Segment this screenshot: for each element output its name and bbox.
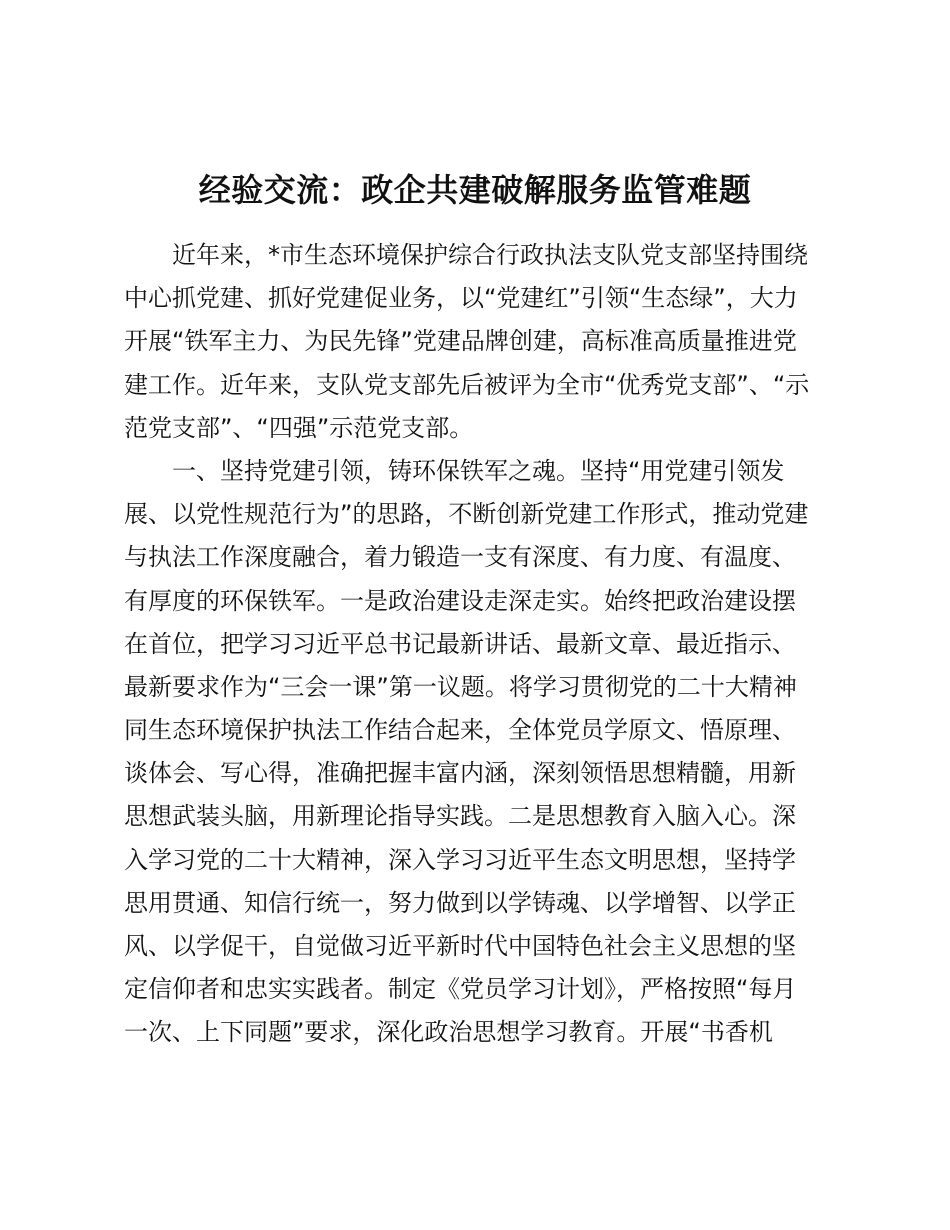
paragraph-2-line-8: 谈体会、写心得，准确把握丰富内涵，深刻领悟思想精髓，用新	[124, 759, 796, 788]
paragraph-2-line-10: 入学习党的二十大精神，深入学习习近平生态文明思想，坚持学	[124, 845, 796, 874]
paragraph-2-line-1: 一、坚持党建引领，铸环保铁军之魂。坚持“用党建引领发	[172, 456, 785, 485]
paragraph-2-line-11: 思用贯通、知信行统一，努力做到以学铸魂、以学增智、以学正	[124, 888, 796, 917]
paragraph-2-line-4: 有厚度的环保铁军。一是政治建设走深走实。始终把政治建设摆	[124, 586, 796, 615]
paragraph-2-line-14: 一次、上下同题”要求，深化政治思想学习教育。开展“书香机	[124, 1018, 773, 1047]
paragraph-1-line-4: 建工作。近年来，支队党支部先后被评为全市“优秀党支部”、“示	[124, 370, 810, 399]
paragraph-2-line-6: 最新要求作为“三会一课”第一议题。将学习贯彻党的二十大精神	[124, 672, 797, 701]
paragraph-2-line-13: 定信仰者和忠实实践者。制定《党员学习计划》，严格按照“每月	[124, 975, 797, 1004]
paragraph-1-line-5: 范党支部”、“四强”示范党支部。	[124, 413, 474, 442]
document-title: 经验交流：政企共建破解服务监管难题	[198, 171, 752, 209]
paragraph-2-line-7: 同生态环境保护执法工作结合起来，全体党员学原文、悟原理、	[124, 716, 796, 745]
paragraph-2-line-5: 在首位，把学习习近平总书记最新讲话、最新文章、最近指示、	[124, 629, 796, 658]
paragraph-1-line-3: 开展“铁军主力、为民先锋”党建品牌创建，高标准高质量推进党	[124, 327, 797, 356]
paragraph-2-line-2: 展、以党性规范行为”的思路，不断创新党建工作形式，推动党建	[124, 500, 809, 529]
paragraph-1-line-2: 中心抓党建、抓好党建促业务，以“党建红”引领“生态绿”，大力	[124, 284, 798, 313]
paragraph-1-line-1: 近年来，*市生态环境保护综合行政执法支队党支部坚持围绕	[172, 241, 808, 269]
paragraph-2-line-3: 与执法工作深度融合，着力锻造一支有深度、有力度、有温度、	[124, 543, 796, 572]
paragraph-2-line-12: 风、以学促干，自觉做习近平新时代中国特色社会主义思想的坚	[124, 932, 796, 960]
document-body	[124, 234, 844, 1055]
paragraph-2-line-9: 思想武装头脑，用新理论指导实践。二是思想教育入脑入心。深	[124, 802, 796, 831]
